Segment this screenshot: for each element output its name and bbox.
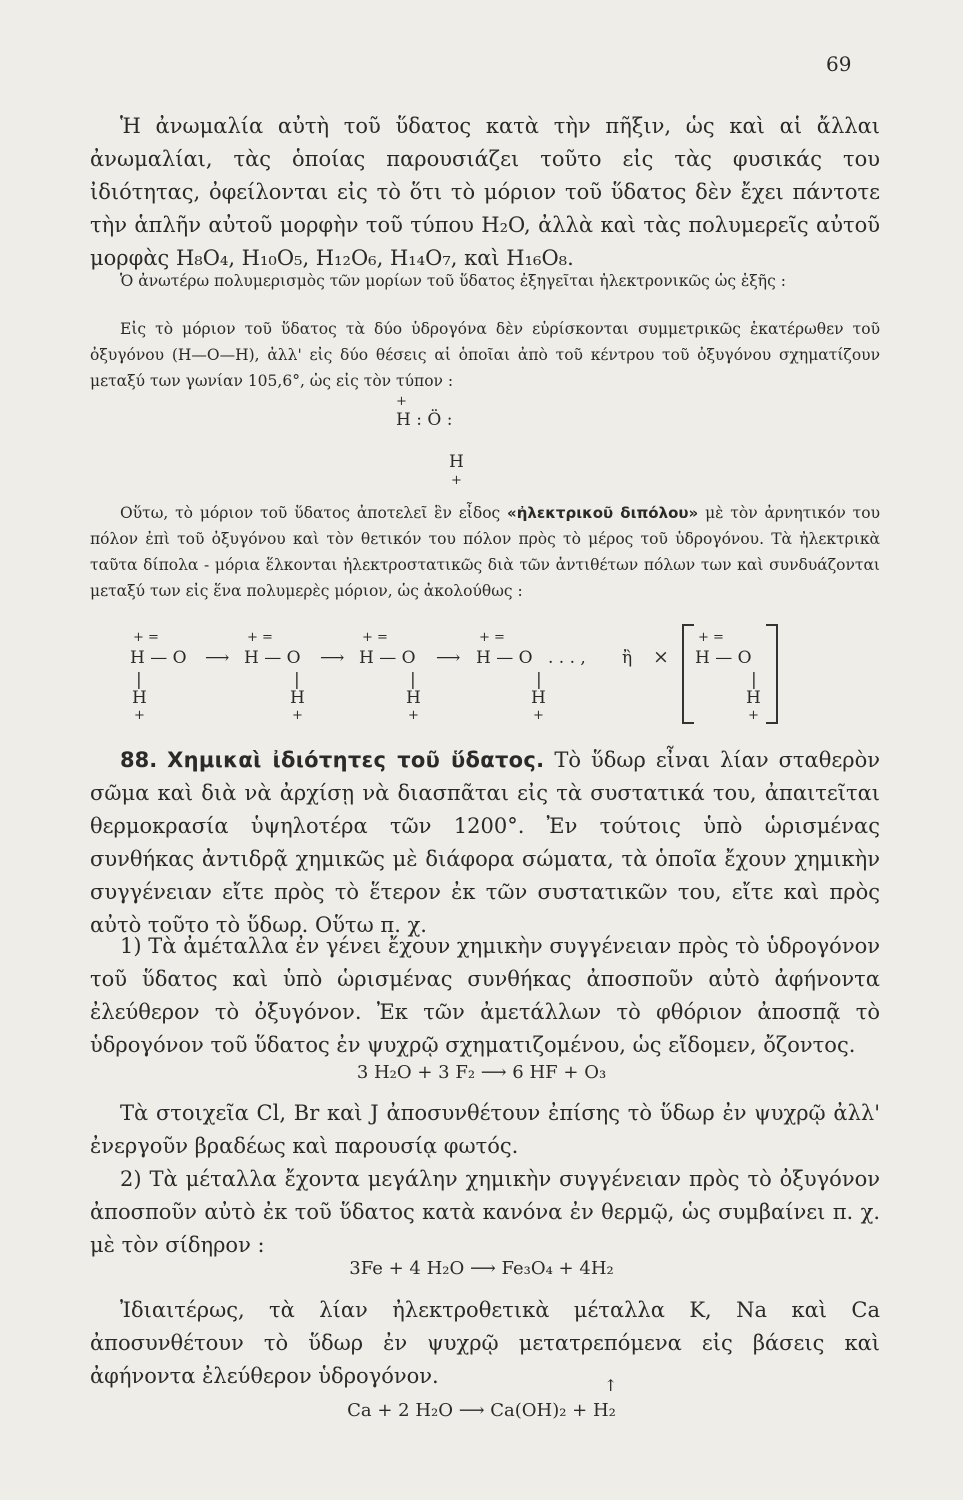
paragraph-molecule-geometry: Εἰς τὸ μόριον τοῦ ὕδατος τὰ δύο ὑδρογόνα δὲν εὑρίσκονται συμμετρικῶς ἑκατέρωθεν τοῦ ὀξυγόνου (H—O—H), ἀλλ' εἰς δύο θέσεις αἱ ὁποῖαι ἀπὸ τοῦ κέντρου τοῦ ὀξυγόνου σχηματίζουν μεταξύ των γωνίαν 105,6°, ὡς εἰς τὸν τύπον : [90, 320, 880, 390]
chain-charge-top: + = [247, 630, 273, 645]
chain-hydrogen: H [531, 688, 546, 708]
chain-charge-top: + = [362, 630, 388, 645]
chain-bond: | [536, 670, 542, 690]
section-88: 88. Χημικαὶ ἰδιότητες τοῦ ὕδατος. Τὸ ὕδωρ εἶναι λίαν σταθερὸν σῶμα καὶ διὰ νὰ ἀρχίσῃ νὰ διασπᾶται εἰς τὰ συστατικά του, ἀπαιτεῖται θερμοκρασία ὑψηλοτέρα τῶν 1200°. Ἐν τούτοις ὑπὸ ὡρισμένας συνθήκας ἀντιδρᾷ χημικῶς μὲ διάφορα σώματα, τὰ ὁποῖα ἔχουν χημικὴν συγγένειαν εἴτε πρὸς τὸ ἕτερον ἐκ τῶν συστατικῶν του, εἴτε καὶ πρὸς αὐτὸ τοῦτο τὸ ὕδωρ. Οὕτω π. χ. [90, 748, 880, 937]
chain-unit: H — O [244, 648, 301, 668]
equation-calcium: Ca + 2 H₂O ⟶ Ca(OH)₂ + H₂ [347, 1400, 616, 1421]
right-bracket [766, 624, 778, 724]
chain-unit: H — O [359, 648, 416, 668]
chain-hydrogen: H [290, 688, 305, 708]
lewis-structure-row: H : Ö : [396, 410, 453, 430]
lewis-bottom-charge: + [451, 473, 462, 488]
chain-hydrogen: H [746, 688, 761, 708]
chain-charge-top: + = [479, 630, 505, 645]
lewis-top-charge: + [396, 394, 407, 409]
chain-charge-bottom: + [748, 708, 759, 723]
chain-charge-bottom: + [533, 708, 544, 723]
lewis-bottom-hydrogen: H [449, 452, 464, 472]
chain-ellipsis: . . . , [548, 648, 586, 668]
paragraph-metals: 2) Τὰ μέταλλα ἔχοντα μεγάλην χημικὴν συγγένειαν πρὸς τὸ ὀξυγόνον ἀποσποῦν αὐτὸ ἐκ τοῦ ὕδατος κατὰ κανόνα ἐν θερμῷ, ὡς συμβαίνει π. χ. μὲ τὸν σίδηρον : [90, 1167, 880, 1257]
left-bracket [682, 624, 694, 724]
chain-unit: H — O [130, 648, 187, 668]
chain-unit: H — O [476, 648, 533, 668]
paragraph-polymerization: Ὁ ἀνωτέρω πολυμερισμὸς τῶν μορίων τοῦ ὕδατος ἐξηγεῖται ἠλεκτρονικῶς ὡς ἑξῆς : [120, 272, 786, 290]
paragraph-anomaly: Ἡ ἀνωμαλία αὐτὴ τοῦ ὕδατος κατὰ τὴν πῆξιν, ὡς καὶ αἱ ἄλλαι ἀνωμαλίαι, τὰς ὁποίας παρουσιάζει τοῦτο εἰς τὰς φυσικάς του ἰδιότητας, ὀφείλονται εἰς τὸ ὅτι τὸ μόριον τοῦ ὕδατος δὲν ἔχει πάντοτε τὴν ἁπλῆν αὐτοῦ μορφὴν τοῦ τύπου H₂O, ἀλλὰ καὶ τὰς πολυμερεῖς αὐτοῦ μορφὰς H₈O₄, H₁₀O₅, H₁₂O₆, H₁₄O₇, καὶ H₁₆O₈. [90, 114, 880, 270]
chain-charge-top: + = [133, 630, 159, 645]
chain-or: ἢ [622, 648, 633, 668]
chain-hydrogen: H [406, 688, 421, 708]
page-number: 69 [826, 52, 852, 76]
chain-hydrogen: H [132, 688, 147, 708]
section-title: Χημικαὶ ἰδιότητες τοῦ ὕδατος. [167, 748, 545, 772]
chain-arrow: ⟶ [436, 648, 461, 668]
chain-charge-bottom: + [134, 708, 145, 723]
chain-bond: | [136, 670, 142, 690]
chain-bond: | [410, 670, 416, 690]
chain-charge-top: + = [698, 630, 724, 645]
chain-bond: | [751, 670, 757, 690]
chain-multiply: × [653, 646, 669, 668]
chain-bond: | [294, 670, 300, 690]
section-number: 88. [120, 748, 158, 772]
gas-evolution-arrow: ↑ [604, 1376, 618, 1395]
chain-arrow: ⟶ [205, 648, 230, 668]
chain-charge-bottom: + [408, 708, 419, 723]
chain-arrow: ⟶ [320, 648, 345, 668]
equation-iron: 3Fe + 4 H₂O ⟶ Fe₃O₄ + 4H₂ [349, 1258, 614, 1279]
paragraph-halogens: Τὰ στοιχεῖα Cl, Br καὶ J ἀποσυνθέτουν ἐπίσης τὸ ὕδωρ ἐν ψυχρῷ ἀλλ' ἐνεργοῦν βραδέως καὶ παρουσίᾳ φωτός. [90, 1101, 880, 1158]
paragraph-dipole: Οὕτω, τὸ μόριον τοῦ ὕδατος ἀποτελεῖ ἓν εἶδος «ἠλεκτρικοῦ διπόλου» μὲ τὸν ἀρνητικόν του πόλον ἐπὶ τοῦ ὀξυγόνου καὶ τὸν θετικόν του πόλον πρὸς τὸ μέρος τοῦ ὑδρογόνου. Τὰ ἠλεκτρικὰ ταῦτα δίπολα - μόρια ἕλκονται ἠλεκτροστατικῶς διὰ τῶν ἀντιθέτων πόλων των καὶ συνδυάζονται μεταξύ των εἰς ἕνα πολυμερὲς μόριον, ὡς ἀκολούθως : [90, 504, 880, 600]
chain-charge-bottom: + [292, 708, 303, 723]
paragraph-nonmetals: 1) Τὰ ἀμέταλλα ἐν γένει ἔχουν χημικὴν συγγένειαν πρὸς τὸ ὑδρογόνον τοῦ ὕδατος καὶ ὑπὸ ὡρισμένας συνθήκας ἀποσποῦν αὐτὸ ἀφήνοντα ἐλεύθερον τὸ ὀξυγόνον. Ἐκ τῶν ἀμετάλλων τὸ φθόριον ἀποσπᾷ τὸ ὑδρογόνον τοῦ ὕδατος ἐν ψυχρῷ σχηματιζομένου, ὡς εἴδομεν, ὄζοντος. [90, 934, 880, 1057]
paragraph-electropositive: Ἰδιαιτέρως, τὰ λίαν ἠλεκτροθετικὰ μέταλλα K, Na καὶ Ca ἀποσυνθέτουν τὸ ὕδωρ ἐν ψυχρῷ μετατρεπόμενα εἰς βάσεις καὶ ἀφήνοντα ἐλεύθερον ὑδρογόνον. [90, 1298, 880, 1388]
dipole-term: «ἠλεκτρικοῦ διπόλου» [507, 504, 699, 522]
chain-unit: H — O [695, 648, 752, 668]
equation-fluorine: 3 H₂O + 3 F₂ ⟶ 6 HF + O₃ [356, 1062, 607, 1083]
